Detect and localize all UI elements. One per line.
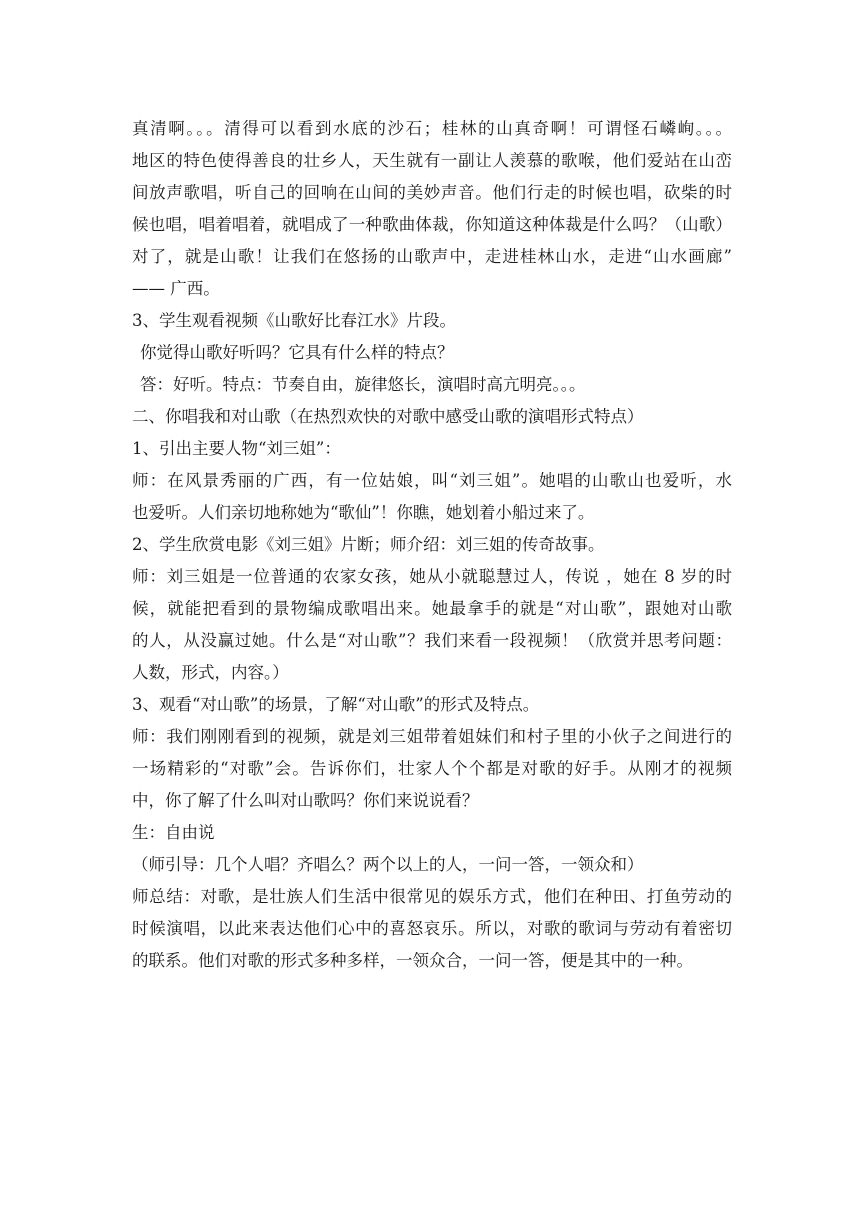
- text-line: 师总结：对歌，是壮族人们生活中很常见的娱乐方式，他们在种田、打鱼劳动的: [132, 887, 732, 906]
- text-line: 你觉得山歌好听吗？它具有什么样的特点？: [140, 343, 454, 362]
- text-line: 间放声歌唱，听自己的回响在山间的美妙声音。他们行走的时候也唱，砍柴的时: [132, 183, 732, 202]
- text-line: 1、引出主要人物“刘三姐”：: [132, 439, 341, 458]
- text-line: 二、你唱我和对山歌（在热烈欢快的对歌中感受山歌的演唱形式特点）: [132, 407, 644, 426]
- text-line: 一场精彩的“对歌”会。告诉你们，壮家人个个都是对歌的好手。从刚才的视频: [132, 759, 732, 778]
- text-line: 师：在风景秀丽的广西，有一位姑娘，叫“刘三姐”。她唱的山歌山也爱听，水: [132, 471, 732, 490]
- text-line: 候，就能把看到的景物编成歌唱出来。她最拿手的就是“对山歌”，跟她对山歌: [132, 599, 732, 618]
- text-line: 师：刘三姐是一位普通的农家女孩，她从小就聪慧过人，传说 ，她在 8 岁的时: [132, 567, 732, 586]
- text-line: 地区的特色使得善良的壮乡人，天生就有一副让人羡慕的歌喉，他们爱站在山峦: [132, 151, 732, 170]
- text-line: （师引导：几个人唱？齐唱么？两个以上的人，一问一答，一领众和）: [132, 855, 644, 874]
- text-line: 的联系。他们对歌的形式多种多样，一领众合，一问一答，便是其中的一种。: [132, 951, 693, 970]
- text-line: 时候演唱，以此来表达他们心中的喜怒哀乐。所以，对歌的歌词与劳动有着密切: [132, 919, 732, 938]
- text-line: 师：我们刚刚看到的视频，就是刘三姐带着姐妹们和村子里的小伙子之间进行的: [132, 727, 732, 746]
- text-line: —— 广西。: [132, 279, 220, 298]
- text-line: 3、学生观看视频《山歌好比春江水》片段。: [132, 311, 456, 330]
- text-line: 真清啊。。。清得可以看到水底的沙石；桂林的山真奇啊！可谓怪石嶙峋。。。: [132, 119, 732, 138]
- text-line: 人数，形式，内容。）: [132, 663, 289, 682]
- text-line: 中，你了解了什么叫对山歌吗？你们来说说看？: [132, 791, 479, 810]
- text-line: 生：自由说: [132, 823, 215, 842]
- text-line: 候也唱，唱着唱着，就唱成了一种歌曲体裁，你知道这种体裁是什么吗？（山歌）: [132, 215, 732, 234]
- text-line: 对了，就是山歌！让我们在悠扬的山歌声中，走进桂林山水，走进“山水画廊”: [132, 247, 732, 266]
- text-line: 2、学生欣赏电影《刘三姐》片断；师介绍：刘三姐的传奇故事。: [132, 535, 605, 554]
- text-line: 答：好听。特点：节奏自由，旋律悠长，演唱时高亢明亮。。。: [140, 375, 586, 394]
- document-body: [132, 113, 732, 977]
- text-line: 也爱听。人们亲切地称她为“歌仙”！你瞧，她划着小船过来了。: [132, 503, 595, 522]
- text-line: 3、观看“对山歌”的场景，了解“对山歌”的形式及特点。: [132, 695, 540, 714]
- text-line: 的人，从没赢过她。什么是“对山歌”？我们来看一段视频！（欣赏并思考问题：: [132, 631, 732, 650]
